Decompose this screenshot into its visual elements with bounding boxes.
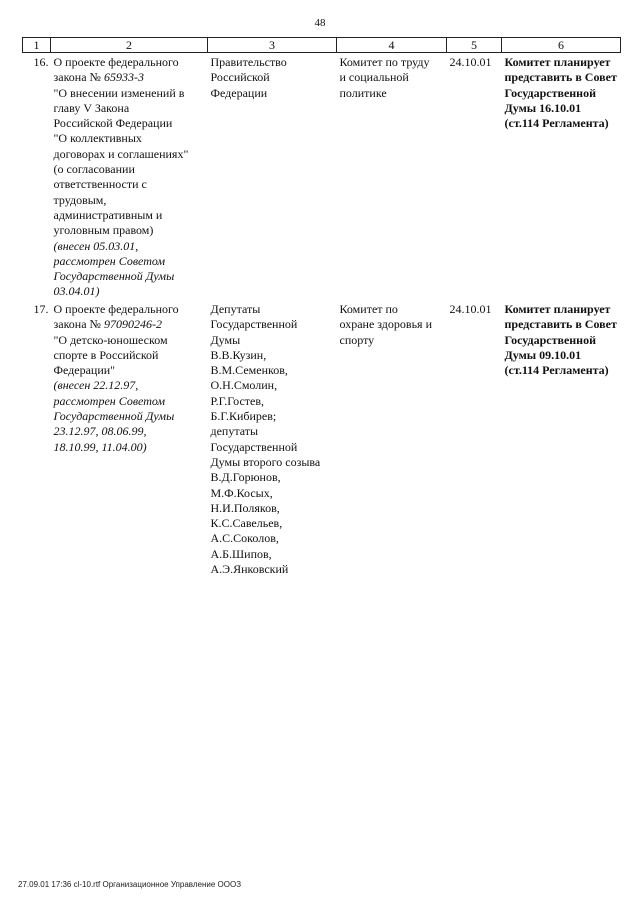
bill-title-line: Федерации" (53, 363, 116, 378)
committee-cell (337, 53, 447, 301)
author-line: Государственной (210, 439, 298, 454)
table-row (23, 53, 621, 301)
bill-title-line: "О детско-юношеском (53, 332, 168, 347)
note-line: Комитет планирует (504, 55, 611, 69)
note-line: (ст.114 Регламента) (504, 363, 609, 378)
column-number-4: 4 (337, 38, 447, 53)
row-number: 17. (33, 302, 49, 316)
bill-status-line: 03.04.01) (53, 284, 100, 299)
author-cell (208, 53, 337, 301)
bill-title-line: административным и (53, 207, 163, 222)
note-line: Государственной (504, 332, 597, 347)
bill-title-line: Российской Федерации (53, 116, 173, 131)
date-cell: 24.10.01 (449, 55, 492, 69)
author-line: А.С.Соколов, (210, 531, 279, 546)
bill-title-line: О проекте федерального (53, 302, 179, 316)
bill-status-line: Государственной Думы (53, 269, 175, 284)
bill-status-line: 23.12.97, 08.06.99, (53, 424, 147, 439)
column-number-1: 1 (23, 38, 51, 53)
author-line: В.В.Кузин, (210, 347, 267, 362)
author-line: В.М.Семенков, (210, 363, 288, 378)
author-line: Депутаты (210, 302, 261, 316)
column-number-5: 5 (447, 38, 502, 53)
committee-line: политике (339, 85, 387, 100)
bill-title-line: (о согласовании (53, 162, 135, 177)
bill-title-line: главу V Закона (53, 100, 130, 115)
committee-line: и социальной (339, 70, 409, 85)
author-line: В.Д.Горюнов, (210, 470, 281, 485)
bill-status-line: 18.10.99, 11.04.00) (53, 439, 147, 454)
author-line: Правительство (210, 55, 287, 69)
note-line: Думы 16.10.01 (504, 100, 582, 115)
author-line: Федерации (210, 85, 268, 100)
table-row (23, 300, 621, 577)
committee-line: охране здоровья и (339, 317, 432, 332)
bill-number: закона № 65933-3 (53, 70, 144, 85)
committee-line: спорту (339, 332, 375, 347)
author-line: М.Ф.Косых, (210, 485, 273, 500)
column-number-3: 3 (208, 38, 337, 53)
bill-title-line: О проекте федерального (53, 55, 179, 69)
row-number: 16. (33, 55, 49, 69)
author-line: Российской (210, 70, 270, 85)
committee-line: Комитет по (339, 302, 398, 316)
author-cell (208, 300, 337, 577)
bill-title-line: "О коллективных (53, 131, 142, 146)
committee-cell (337, 300, 447, 577)
bill-status-line: рассмотрен Советом (53, 393, 166, 408)
date-cell: 24.10.01 (449, 302, 492, 316)
note-line: (ст.114 Регламента) (504, 116, 609, 131)
bill-status-line: рассмотрен Советом (53, 253, 166, 268)
author-line: Государственной (210, 317, 298, 332)
note-line: представить в Совет (504, 317, 617, 332)
note-line: Комитет планирует (504, 302, 611, 316)
bill-title-line: трудовым, (53, 192, 107, 207)
note-line: Государственной (504, 85, 597, 100)
bill-title-cell (51, 53, 208, 301)
bill-title-line: ответственности с (53, 177, 147, 192)
author-line: Думы второго созыва (210, 454, 321, 469)
agenda-table (22, 37, 621, 577)
bill-title-line: спорте в Российской (53, 347, 159, 362)
author-line: Н.И.Поляков, (210, 500, 280, 515)
column-number-2: 2 (51, 38, 208, 53)
bill-title-line: "О внесении изменений в (53, 85, 185, 100)
bill-title-cell (51, 300, 208, 577)
bill-status-line: (внесен 05.03.01, (53, 238, 139, 253)
bill-number: закона № 97090246-2 (53, 317, 162, 332)
bill-title-line: договорах и соглашениях" (53, 146, 189, 161)
author-line: К.С.Савельев, (210, 516, 283, 531)
column-number-6: 6 (502, 38, 621, 53)
bill-status-line: Государственной Думы (53, 409, 175, 424)
note-cell (502, 53, 621, 301)
bill-status-line: (внесен 22.12.97, (53, 378, 139, 393)
bill-title-line: уголовным правом) (53, 223, 154, 238)
note-cell (502, 300, 621, 577)
author-line: А.Б.Шипов, (210, 546, 272, 561)
author-line: А.Э.Янковский (210, 562, 289, 577)
author-line: Б.Г.Кибирев; (210, 409, 277, 424)
page-number: 48 (314, 17, 326, 29)
note-line: представить в Совет (504, 70, 617, 85)
author-line: Думы (210, 332, 241, 347)
committee-line: Комитет по труду (339, 55, 430, 69)
print-footer: 27.09.01 17:36 cl-10.rtf Организационное Управление ОООЗ (18, 880, 242, 889)
author-line: О.Н.Смолин, (210, 378, 278, 393)
column-number-header-row (23, 38, 621, 53)
author-line: Р.Г.Гостев, (210, 393, 265, 408)
note-line: Думы 09.10.01 (504, 347, 582, 362)
author-line: депутаты (210, 424, 259, 439)
